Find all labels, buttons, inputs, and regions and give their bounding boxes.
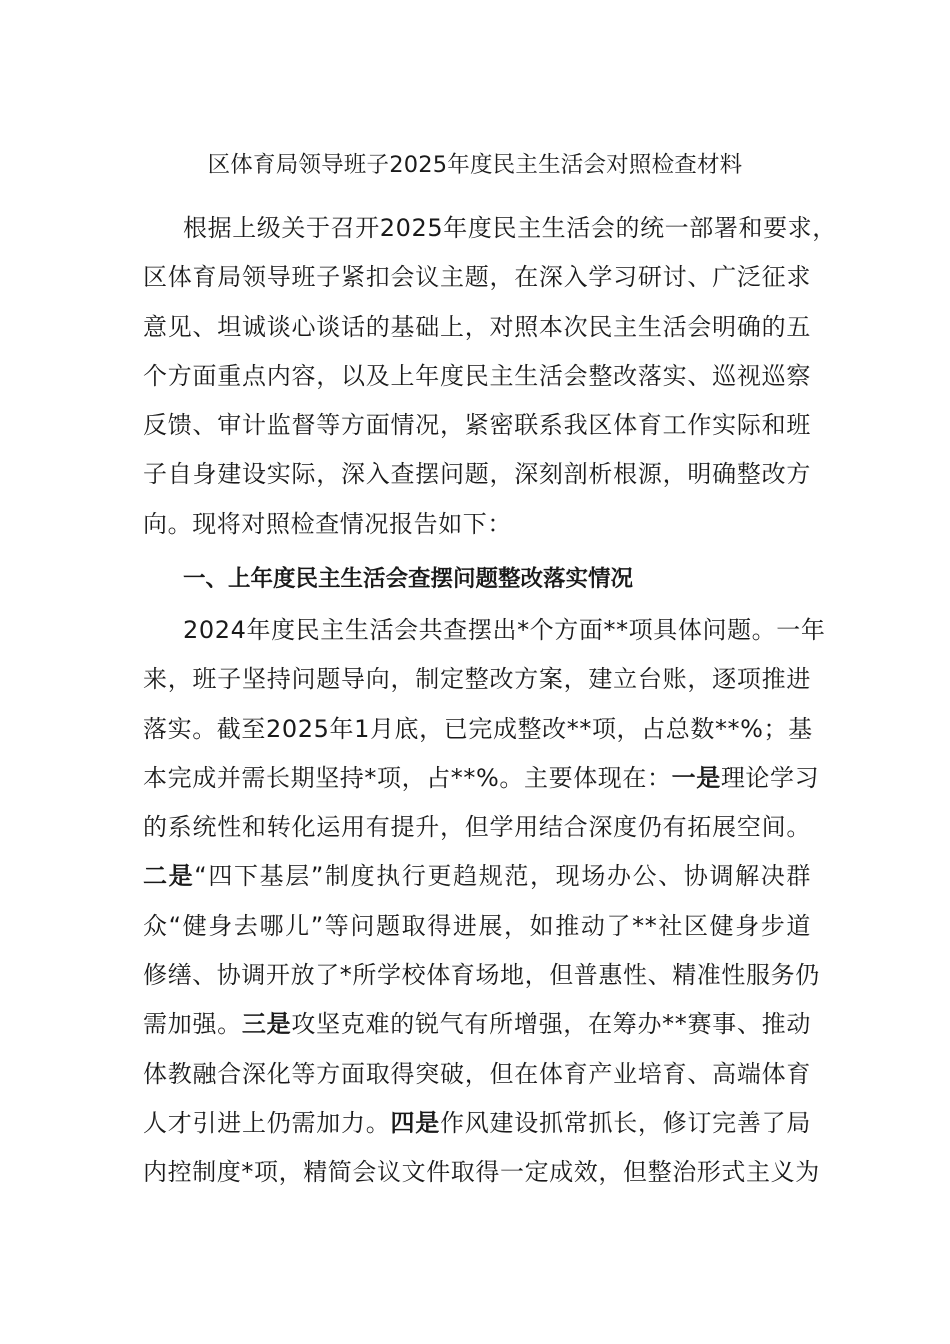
intro-line: 根据上级关于召开2025年度民主生活会的统一部署和要求， <box>183 214 837 242</box>
intro-line: 个方面重点内容，以及上年度民主生活会整改落实、巡视巡察 <box>143 361 811 390</box>
section1-line: 人才引进上仍需加力。四是作风建设抓常抓长，修订完善了局 <box>143 1108 812 1137</box>
section1-line: 众“健身去哪儿”等问题取得进展，如推动了**社区健身步道 <box>143 911 811 940</box>
intro-line: 子自身建设实际，深入查摆问题，深刻剖析根源，明确整改方 <box>143 460 811 489</box>
section-heading: 一、上年度民主生活会查摆问题整改落实情况 <box>183 566 634 592</box>
intro-line: 反馈、审计监督等方面情况，紧密联系我区体育工作实际和班 <box>143 411 811 440</box>
emphasis-label: 二是 <box>143 862 195 891</box>
section1-paragraph <box>143 606 826 1198</box>
intro-line: 意见、坦诚谈心谈话的基础上，对照本次民主生活会明确的五 <box>143 312 811 341</box>
section1-line: 内控制度*项，精简会议文件取得一定成效，但整治形式主义为 <box>143 1158 820 1187</box>
section1-line: 二是“四下基层”制度执行更趋规范，现场办公、协调解决群 <box>143 862 811 891</box>
section1-line: 的系统性和转化运用有提升，但学用结合深度仍有拓展空间。 <box>143 813 811 842</box>
section1-line: 落实。截至2025年1月底，已完成整改**项，占总数**%；基 <box>143 714 813 743</box>
section1-line: 体教融合深化等方面取得突破，但在体育产业培育、高端体育 <box>143 1059 811 1088</box>
section1-line: 本完成并需长期坚持*项，占**%。主要体现在：一是理论学习 <box>143 763 820 792</box>
emphasis-label: 四是 <box>390 1108 440 1137</box>
intro-paragraph <box>143 204 837 549</box>
intro-line: 区体育局领导班子紧扣会议主题，在深入学习研讨、广泛征求 <box>143 263 811 292</box>
section1-line: 来，班子坚持问题导向，制定整改方案，建立台账，逐项推进 <box>143 665 811 694</box>
emphasis-label: 一是 <box>671 763 721 792</box>
section1-line: 2024年度民主生活会共查摆出*个方面**项具体问题。一年 <box>183 616 826 644</box>
section1-line: 需加强。三是攻坚克难的锐气有所增强，在筹办**赛事、推动 <box>143 1010 811 1039</box>
document-title: 区体育局领导班子2025年度民主生活会对照检查材料 <box>207 152 743 178</box>
intro-line: 向。现将对照检查情况报告如下： <box>143 509 512 538</box>
emphasis-label: 三是 <box>241 1010 292 1039</box>
section1-line: 修缮、协调开放了*所学校体育场地，但普惠性、精准性服务仍 <box>143 961 820 990</box>
